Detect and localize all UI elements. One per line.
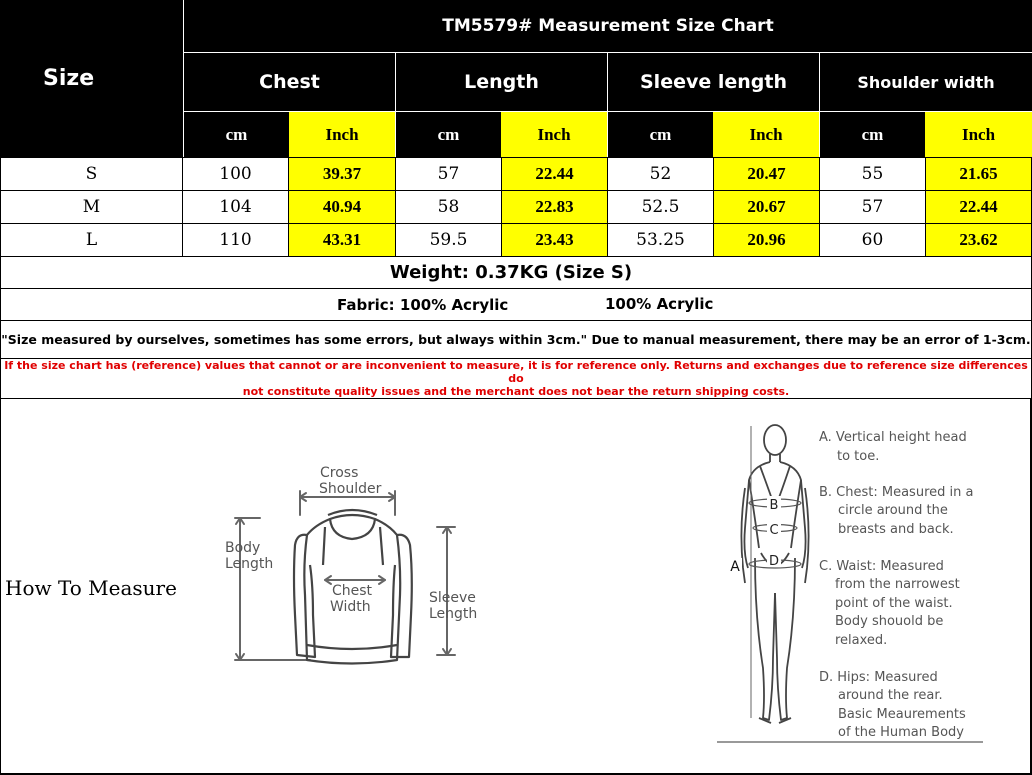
col-header-shoulder <box>819 53 1032 112</box>
sleeve-cm-value: 52 <box>649 164 672 184</box>
note-c-3: point of the waist. <box>835 596 953 611</box>
table-cell <box>819 157 926 191</box>
size-cell: M <box>82 197 101 217</box>
table-cell <box>925 190 1032 224</box>
table-cell <box>182 190 289 224</box>
unit-cm-sleeve <box>607 112 713 157</box>
weight-row <box>0 256 1032 289</box>
note-b-1: B. Chest: Measured in a <box>819 485 974 500</box>
length-cm-value: 58 <box>437 197 460 217</box>
length-inch-value: 22.83 <box>535 197 574 216</box>
table-cell <box>713 157 820 191</box>
note-a-2: to toe. <box>837 449 880 464</box>
note-c-1: C. Waist: Measured <box>819 559 944 574</box>
size-header <box>0 0 183 157</box>
shoulder-cm-value: 55 <box>861 164 884 184</box>
sleeve-length-label-1: Sleeve <box>429 590 476 606</box>
table-cell <box>288 190 396 224</box>
note-c-4: Body shouold be <box>835 614 944 629</box>
fabric-text: Fabric: 100% Acrylic <box>337 296 509 314</box>
table-row-size <box>0 190 183 224</box>
table-cell <box>713 223 820 257</box>
length-inch-value: 23.43 <box>535 230 574 249</box>
chest-width-label-2: Width <box>330 599 371 615</box>
shoulder-inch-value: 23.62 <box>959 230 998 249</box>
note-d-3: Basic Meaurements <box>838 707 966 722</box>
unit-cm-chest <box>183 112 289 157</box>
chart-title-text: TM5579# Measurement Size Chart <box>442 16 774 36</box>
table-cell <box>925 223 1032 257</box>
table-cell <box>819 223 926 257</box>
note-b-2: circle around the <box>838 503 948 518</box>
col-header-length <box>395 53 607 112</box>
unit-inch-length <box>501 112 607 157</box>
marker-c: C <box>769 523 779 538</box>
disclaimer-row <box>0 358 1032 399</box>
sleeve-length-label-2: Length <box>429 606 478 622</box>
note-c-5: relaxed. <box>835 633 888 648</box>
unit-cm-length <box>395 112 501 157</box>
unit-cm-label: cm <box>649 124 672 144</box>
disclaimer-line-1: If the size chart has (reference) values that cannot or are inconvenient to measure, it is for reference only. Returns and exchanges due to reference size differences do <box>4 359 1028 385</box>
table-cell <box>501 157 608 191</box>
size-cell: S <box>85 164 98 184</box>
marker-a: A <box>730 559 740 575</box>
col-header-length-label: Length <box>464 71 539 93</box>
chest-inch-value: 43.31 <box>322 230 362 249</box>
shoulder-cm-value: 60 <box>861 230 884 250</box>
sweater-diagram <box>215 455 490 695</box>
table-cell <box>607 157 714 191</box>
note-b-3: breasts and back. <box>838 522 954 537</box>
chest-inch-value: 40.94 <box>322 197 362 216</box>
table-cell <box>607 223 714 257</box>
table-cell <box>819 190 926 224</box>
size-cell: L <box>85 230 98 250</box>
sleeve-cm-value: 52.5 <box>641 197 680 217</box>
col-header-sleeve <box>607 53 819 112</box>
fabric-row <box>0 288 1032 321</box>
col-header-chest <box>183 53 395 112</box>
chest-inch-value: 39.37 <box>322 164 362 183</box>
unit-inch-chest <box>289 112 395 157</box>
col-header-chest-label: Chest <box>259 71 320 93</box>
table-cell <box>925 157 1032 191</box>
unit-inch-label: Inch <box>537 124 571 144</box>
col-header-shoulder-label: Shoulder width <box>857 72 995 92</box>
marker-b: B <box>769 498 779 513</box>
length-inch-value: 22.44 <box>535 164 574 183</box>
disclaimer-line-2: not constitute quality issues and the merchant does not bear the return shipping costs. <box>242 385 790 398</box>
shoulder-inch-value: 22.44 <box>959 197 998 216</box>
weight-text: Weight: 0.37KG (Size S) <box>389 262 633 283</box>
how-to-measure-label: How To Measure <box>5 576 177 600</box>
unit-inch-sleeve <box>713 112 819 157</box>
note-d-4: of the Human Body <box>838 725 964 740</box>
table-row-size <box>0 223 183 257</box>
sleeve-cm-value: 53.25 <box>636 230 685 250</box>
body-length-label-1: Body <box>225 540 261 556</box>
fabric-repeat-text: 100% Acrylic <box>605 295 714 313</box>
unit-inch-label: Inch <box>749 124 783 144</box>
chest-width-label-1: Chest <box>332 583 373 599</box>
unit-inch-shoulder <box>925 112 1032 157</box>
measure-note-text: "Size measured by ourselves, sometimes has some errors, but always within 3cm." Due to manual measurement, there may be an error of 1-3cm. <box>1 332 1031 347</box>
table-cell <box>501 190 608 224</box>
unit-cm-label: cm <box>861 124 884 144</box>
shoulder-inch-value: 21.65 <box>959 164 998 183</box>
table-row-size <box>0 157 183 191</box>
note-a-1: A. Vertical height head <box>819 430 967 445</box>
note-c-2: from the narrowest <box>835 577 960 592</box>
table-cell <box>395 157 502 191</box>
sleeve-inch-value: 20.67 <box>747 197 786 216</box>
col-header-sleeve-label: Sleeve length <box>640 71 787 93</box>
length-cm-value: 59.5 <box>429 230 468 250</box>
table-cell <box>713 190 820 224</box>
note-d-2: around the rear. <box>838 688 943 703</box>
body-measure-diagram <box>715 418 995 748</box>
shoulder-cm-value: 57 <box>861 197 884 217</box>
table-cell <box>288 157 396 191</box>
table-cell <box>182 157 289 191</box>
table-cell <box>395 190 502 224</box>
unit-cm-shoulder <box>819 112 925 157</box>
table-cell <box>288 223 396 257</box>
sleeve-inch-value: 20.47 <box>747 164 786 183</box>
cross-shoulder-label-2: Shoulder <box>319 481 382 497</box>
unit-inch-label: Inch <box>961 124 996 144</box>
marker-d: D <box>768 554 780 569</box>
table-cell <box>182 223 289 257</box>
chest-cm-value: 100 <box>219 164 252 184</box>
sleeve-inch-value: 20.96 <box>747 230 786 249</box>
size-header-label: Size <box>43 66 95 91</box>
cross-shoulder-label-1: Cross <box>320 465 359 481</box>
length-cm-value: 57 <box>437 164 460 184</box>
unit-cm-label: cm <box>437 124 460 144</box>
body-length-label-2: Length <box>225 556 274 572</box>
note-d-1: D. Hips: Measured <box>819 670 938 685</box>
unit-cm-label: cm <box>225 124 248 144</box>
chart-title <box>183 0 1032 53</box>
table-cell <box>395 223 502 257</box>
chest-cm-value: 104 <box>219 197 252 217</box>
chest-cm-value: 110 <box>219 230 252 250</box>
unit-inch-label: Inch <box>325 124 359 144</box>
measure-note-row <box>0 320 1032 359</box>
table-cell <box>501 223 608 257</box>
table-cell <box>607 190 714 224</box>
